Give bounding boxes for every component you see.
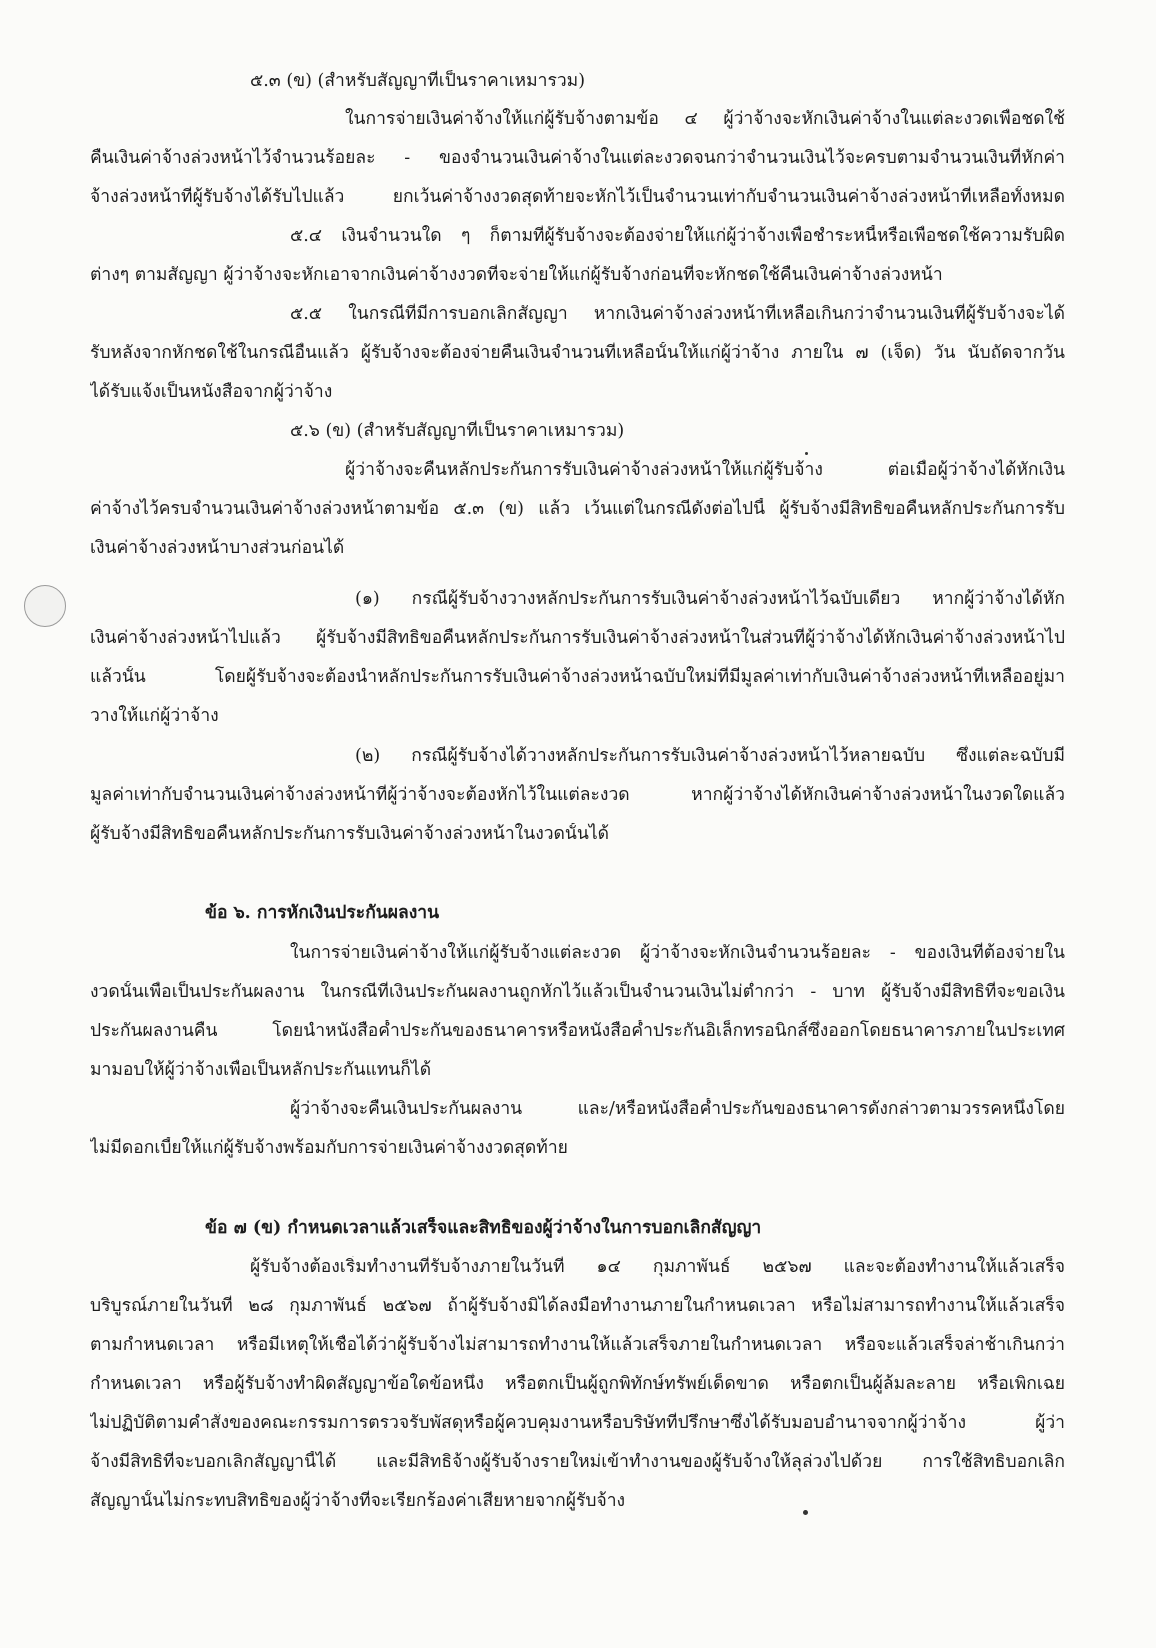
case-2: (๒) กรณีผู้รับจ้างได้วางหลักประกันการรับเงินค่าจ้างล่วงหน้าไว้หลายฉบับ ซึ่งแต่ละฉบับมี bbox=[355, 746, 1065, 766]
paragraph-line: บริบูรณ์ภายในวันที่ ๒๘ กุมภาพันธ์ ๒๕๖๗ ถ้าผู้รับจ้างมิได้ลงมือทำงานภายในกำหนดเวลา หรือไม่สามารถทำงานให้แล้วเสร็จ bbox=[90, 1296, 1065, 1316]
paragraph-line: ผู้ว่าจ้างจะคืนเงินประกันผลงาน และ/หรือหนังสือค้ำประกันของธนาคารดังกล่าวตามวรรคหนึ่งโดย bbox=[290, 1099, 1065, 1119]
paragraph-line: งวดนั้นเพื่อเป็นประกันผลงาน ในกรณีที่เงินประกันผลงานถูกหักไว้แล้วเป็นจำนวนเงินไม่ต่ำกว่า - บาท ผู้รับจ้างมีสิทธิที่จะขอเงิน bbox=[90, 982, 1065, 1002]
paragraph-line: แล้วนั้น โดยผู้รับจ้างจะต้องนำหลักประกันการรับเงินค่าจ้างล่วงหน้าฉบับใหม่ที่มีมูลค่าเท่ากับเงินค่าจ้างล่วงหน้าที่เหลืออยู่มา bbox=[90, 667, 1065, 687]
paragraph-line: ในการจ่ายเงินค่าจ้างให้แก่ผู้รับจ้างแต่ละงวด ผู้ว่าจ้างจะหักเงินจำนวนร้อยละ - ของเงินที่ต้องจ่ายใน bbox=[290, 943, 1065, 963]
clause-5-6-title: ๕.๖ (ข) (สำหรับสัญญาที่เป็นราคาเหมารวม) bbox=[290, 421, 625, 441]
paragraph-line: วางให้แก่ผู้ว่าจ้าง bbox=[90, 706, 219, 726]
paragraph-line: มามอบให้ผู้ว่าจ้างเพื่อเป็นหลักประกันแทนก็ได้ bbox=[90, 1060, 432, 1080]
paragraph-line: ได้รับแจ้งเป็นหนังสือจากผู้ว่าจ้าง bbox=[90, 382, 333, 402]
paragraph-line: ประกันผลงานคืน โดยนำหนังสือค้ำประกันของธนาคารหรือหนังสือค้ำประกันอิเล็กทรอนิกส์ซึ่งออกโดยธนาคารภายในประเทศ bbox=[90, 1021, 1065, 1041]
paragraph-line: จ้างล่วงหน้าที่ผู้รับจ้างได้รับไปแล้ว ยกเว้นค่าจ้างงวดสุดท้ายจะหักไว้เป็นจำนวนเท่ากับจำนวนเงินค่าจ้างล่วงหน้าที่เหลือทั้งหมด bbox=[90, 187, 1065, 207]
clause-5-3-title: ๕.๓ (ข) (สำหรับสัญญาที่เป็นราคาเหมารวม) bbox=[250, 71, 586, 91]
paragraph-line: ผู้รับจ้างมีสิทธิขอคืนหลักประกันการรับเงินค่าจ้างล่วงหน้าในงวดนั้นได้ bbox=[90, 824, 610, 844]
punch-hole bbox=[24, 585, 66, 627]
paragraph-line: จ้างมีสิทธิที่จะบอกเลิกสัญญานี้ได้ และมีสิทธิจ้างผู้รับจ้างรายใหม่เข้าทำงานของผู้รับจ้างให้ลุล่วงไปด้วย การใช้สิทธิบอกเลิก bbox=[90, 1452, 1065, 1472]
section-6-heading: ข้อ ๖. การหักเงินประกันผลงาน bbox=[205, 903, 440, 923]
paragraph-line: ในการจ่ายเงินค่าจ้างให้แก่ผู้รับจ้างตามข้อ ๔ ผู้ว่าจ้างจะหักเงินค่าจ้างในแต่ละงวดเพื่อชดใช้ bbox=[345, 109, 1065, 129]
paragraph-line: เงินค่าจ้างล่วงหน้าบางส่วนก่อนได้ bbox=[90, 538, 345, 558]
paragraph-line: ไม่มีดอกเบี้ยให้แก่ผู้รับจ้างพร้อมกับการจ่ายเงินค่าจ้างงวดสุดท้าย bbox=[90, 1138, 568, 1158]
section-7-heading: ข้อ ๗ (ข) กำหนดเวลาแล้วเสร็จและสิทธิของผู้ว่าจ้างในการบอกเลิกสัญญา bbox=[205, 1218, 762, 1238]
paragraph-line: มูลค่าเท่ากับจำนวนเงินค่าจ้างล่วงหน้าที่ผู้ว่าจ้างจะต้องหักไว้ในแต่ละงวด หากผู้ว่าจ้างได้หักเงินค่าจ้างล่วงหน้าในงวดใดแล้ว bbox=[90, 785, 1065, 805]
clause-5-5: ๕.๕ ในกรณีที่มีการบอกเลิกสัญญา หากเงินค่าจ้างล่วงหน้าที่เหลือเกินกว่าจำนวนเงินที่ผู้รับจ้างจะได้ bbox=[290, 304, 1065, 324]
paragraph-line: สัญญานั้นไม่กระทบสิทธิของผู้ว่าจ้างที่จะเรียกร้องค่าเสียหายจากผู้รับจ้าง bbox=[90, 1491, 626, 1511]
case-1: (๑) กรณีผู้รับจ้างวางหลักประกันการรับเงินค่าจ้างล่วงหน้าไว้ฉบับเดียว หากผู้ว่าจ้างได้หัก bbox=[355, 589, 1065, 609]
paragraph-line: ตามกำหนดเวลา หรือมีเหตุให้เชื่อได้ว่าผู้รับจ้างไม่สามารถทำงานให้แล้วเสร็จภายในกำหนดเวลา หรือจะแล้วเสร็จล่าช้าเกินกว่า bbox=[90, 1335, 1065, 1355]
paragraph-line: รับหลังจากหักชดใช้ในกรณีอื่นแล้ว ผู้รับจ้างจะต้องจ่ายคืนเงินจำนวนที่เหลือนั้นให้แก่ผู้ว่าจ้าง ภายใน ๗ (เจ็ด) วัน นับถัดจากวัน bbox=[90, 343, 1065, 363]
speck bbox=[805, 452, 808, 455]
paragraph-line: คืนเงินค่าจ้างล่วงหน้าไว้จำนวนร้อยละ - ของจำนวนเงินค่าจ้างในแต่ละงวดจนกว่าจำนวนเงินไว้จะครบตามจำนวนเงินที่หักค่า bbox=[90, 148, 1065, 168]
paragraph-line: ผู้รับจ้างต้องเริ่มทำงานที่รับจ้างภายในวันที่ ๑๔ กุมภาพันธ์ ๒๕๖๗ และจะต้องทำงานให้แล้วเสร็จ bbox=[250, 1257, 1065, 1277]
clause-5-4: ๕.๔ เงินจำนวนใด ๆ ก็ตามที่ผู้รับจ้างจะต้องจ่ายให้แก่ผู้ว่าจ้างเพื่อชำระหนี้หรือเพื่อชดใช้ความรับผิด bbox=[290, 226, 1065, 246]
paragraph-line: ไม่ปฏิบัติตามคำสั่งของคณะกรรมการตรวจรับพัสดุหรือผู้ควบคุมงานหรือบริษัทที่ปรึกษาซึ่งได้รับมอบอำนาจจากผู้ว่าจ้าง ผู้ว่า bbox=[90, 1413, 1065, 1433]
paragraph-line: เงินค่าจ้างล่วงหน้าไปแล้ว ผู้รับจ้างมีสิทธิขอคืนหลักประกันการรับเงินค่าจ้างล่วงหน้าในส่วนที่ผู้ว่าจ้างได้หักเงินค่าจ้างล่วงหน้าไป bbox=[90, 628, 1065, 648]
paragraph-line: ผู้ว่าจ้างจะคืนหลักประกันการรับเงินค่าจ้างล่วงหน้าให้แก่ผู้รับจ้าง ต่อเมื่อผู้ว่าจ้างได้หักเงิน bbox=[345, 460, 1065, 480]
paragraph-line: กำหนดเวลา หรือผู้รับจ้างทำผิดสัญญาข้อใดข้อหนึ่ง หรือตกเป็นผู้ถูกพิทักษ์ทรัพย์เด็ดขาด หรือตกเป็นผู้ล้มละลาย หรือเพิกเฉย bbox=[90, 1374, 1065, 1394]
paragraph-line: ค่าจ้างไว้ครบจำนวนเงินค่าจ้างล่วงหน้าตามข้อ ๕.๓ (ข) แล้ว เว้นแต่ในกรณีดังต่อไปนี้ ผู้รับจ้างมีสิทธิขอคืนหลักประกันการรับ bbox=[90, 499, 1065, 519]
paragraph-line: ต่างๆ ตามสัญญา ผู้ว่าจ้างจะหักเอาจากเงินค่าจ้างงวดที่จะจ่ายให้แก่ผู้รับจ้างก่อนที่จะหักชดใช้คืนเงินค่าจ้างล่วงหน้า bbox=[90, 265, 943, 285]
